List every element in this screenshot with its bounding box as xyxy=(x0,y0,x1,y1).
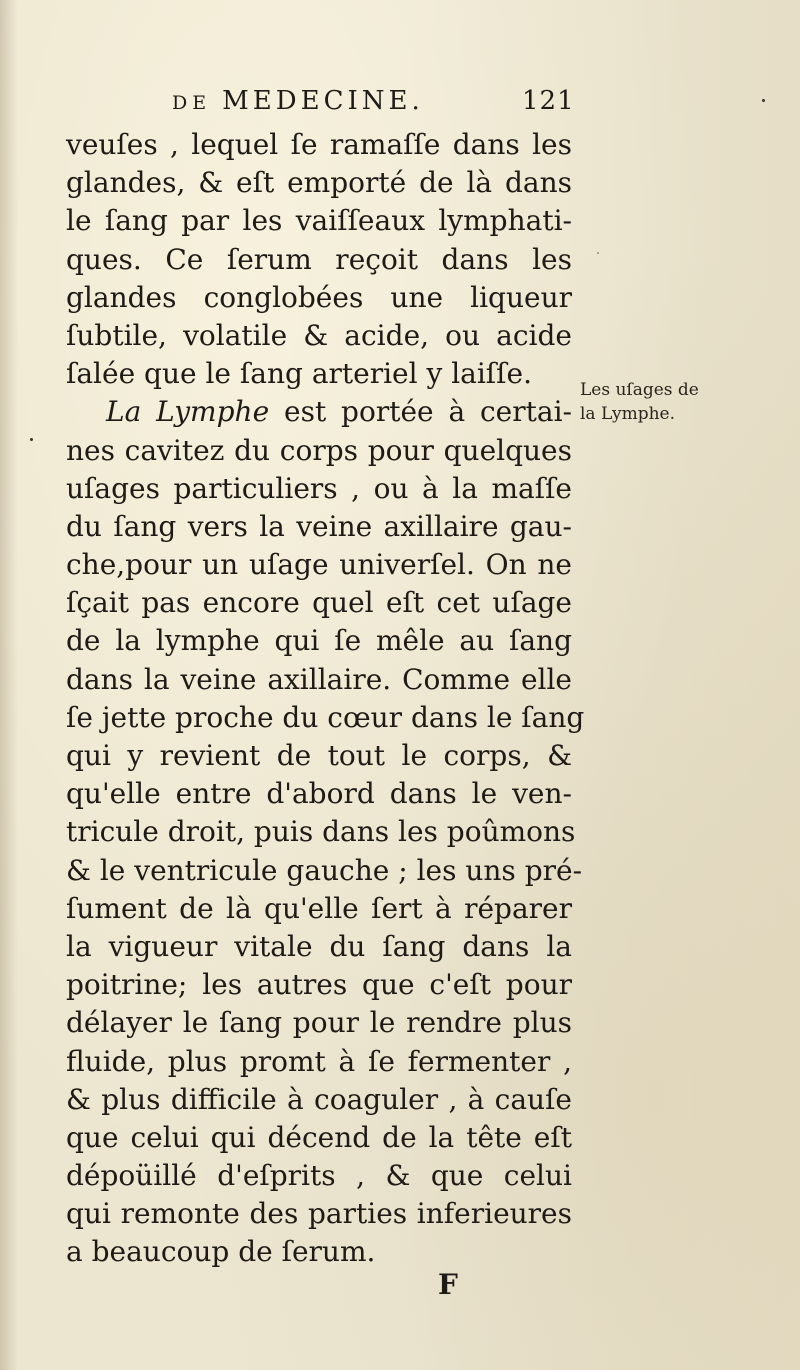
text-line: que celui qui décend de la tête eſt xyxy=(66,1120,572,1154)
text-line: du ſang vers la veine axillaire gau- xyxy=(66,509,572,543)
text-line: qui y revient de tout le corps, & xyxy=(66,739,572,772)
text-line: de la lymphe qui ſe mêle au ſang xyxy=(66,624,572,658)
text-line: ſalée que le ſang arteriel y laiſſe. xyxy=(66,357,533,391)
text-line: & plus difficile à coaguler , à cauſe xyxy=(66,1082,572,1116)
running-head xyxy=(172,86,575,120)
text-line: dans la veine axillaire. Comme elle xyxy=(66,662,572,696)
text-line: la vigueur vitale du ſang dans la xyxy=(66,929,572,963)
text-line: le ſang par les vaiſſeaux lymphati- xyxy=(66,204,572,238)
gutter-shadow xyxy=(0,0,18,1370)
text-line: tricule droit, puis dans les poûmons xyxy=(66,815,576,849)
text-line: qui remonte des parties inferieures xyxy=(66,1197,572,1231)
ink-speck xyxy=(762,99,765,102)
text-line: veuſes , lequel ſe ramaſſe dans les xyxy=(66,128,572,161)
text-line: ſubtile, volatile & acide, ou acide xyxy=(66,318,572,352)
text-line: dépoüillé d'eſprits , & que celui xyxy=(66,1159,572,1193)
text-line: a beaucoup de ſerum. xyxy=(66,1235,376,1269)
text-line: poitrine; les autres que c'eſt pour xyxy=(66,968,572,1002)
page-number: 121 xyxy=(522,86,575,116)
signature-mark: F xyxy=(438,1268,458,1301)
running-head-title: DE MEDECINE. xyxy=(172,86,424,116)
text-line: & le ventricule gauche ; les uns pré- xyxy=(66,853,583,887)
text-line: ſument de là qu'elle ſert à réparer xyxy=(66,891,572,925)
text-line: qu'elle entre d'abord dans le ven- xyxy=(66,777,572,811)
text-line: fluide, plus promt à ſe fermenter , xyxy=(66,1044,572,1078)
text-line: glandes, & eſt emporté de là dans xyxy=(66,166,572,200)
marginal-note xyxy=(580,378,750,426)
marginal-note-line: la Lymphe. xyxy=(580,404,675,424)
text-line: ques. Ce ſerum reçoit dans les xyxy=(66,242,572,276)
marginal-note-line: Les uſages de xyxy=(580,380,699,400)
text-line: ſçait pas encore quel eſt cet uſage xyxy=(66,586,572,620)
text-line: uſages particuliers , ou à la maſſe xyxy=(66,471,572,505)
text-line: che,pour un uſage univerſel. On ne xyxy=(66,548,572,582)
ink-speck xyxy=(597,252,599,254)
italic-term: La Lymphe xyxy=(106,395,284,429)
text-line: glandes conglobées une liqueur xyxy=(66,280,572,314)
text-line-rest: est portée à certai- xyxy=(284,395,572,429)
paragraph-start-line xyxy=(66,393,572,431)
ink-speck xyxy=(30,438,33,441)
text-line: délayer le ſang pour le rendre plus xyxy=(66,1006,572,1040)
text-line: ſe jette proche du cœur dans le ſang xyxy=(66,700,585,734)
text-line: nes cavitez du corps pour quelques xyxy=(66,433,572,467)
body-text xyxy=(66,126,585,1272)
